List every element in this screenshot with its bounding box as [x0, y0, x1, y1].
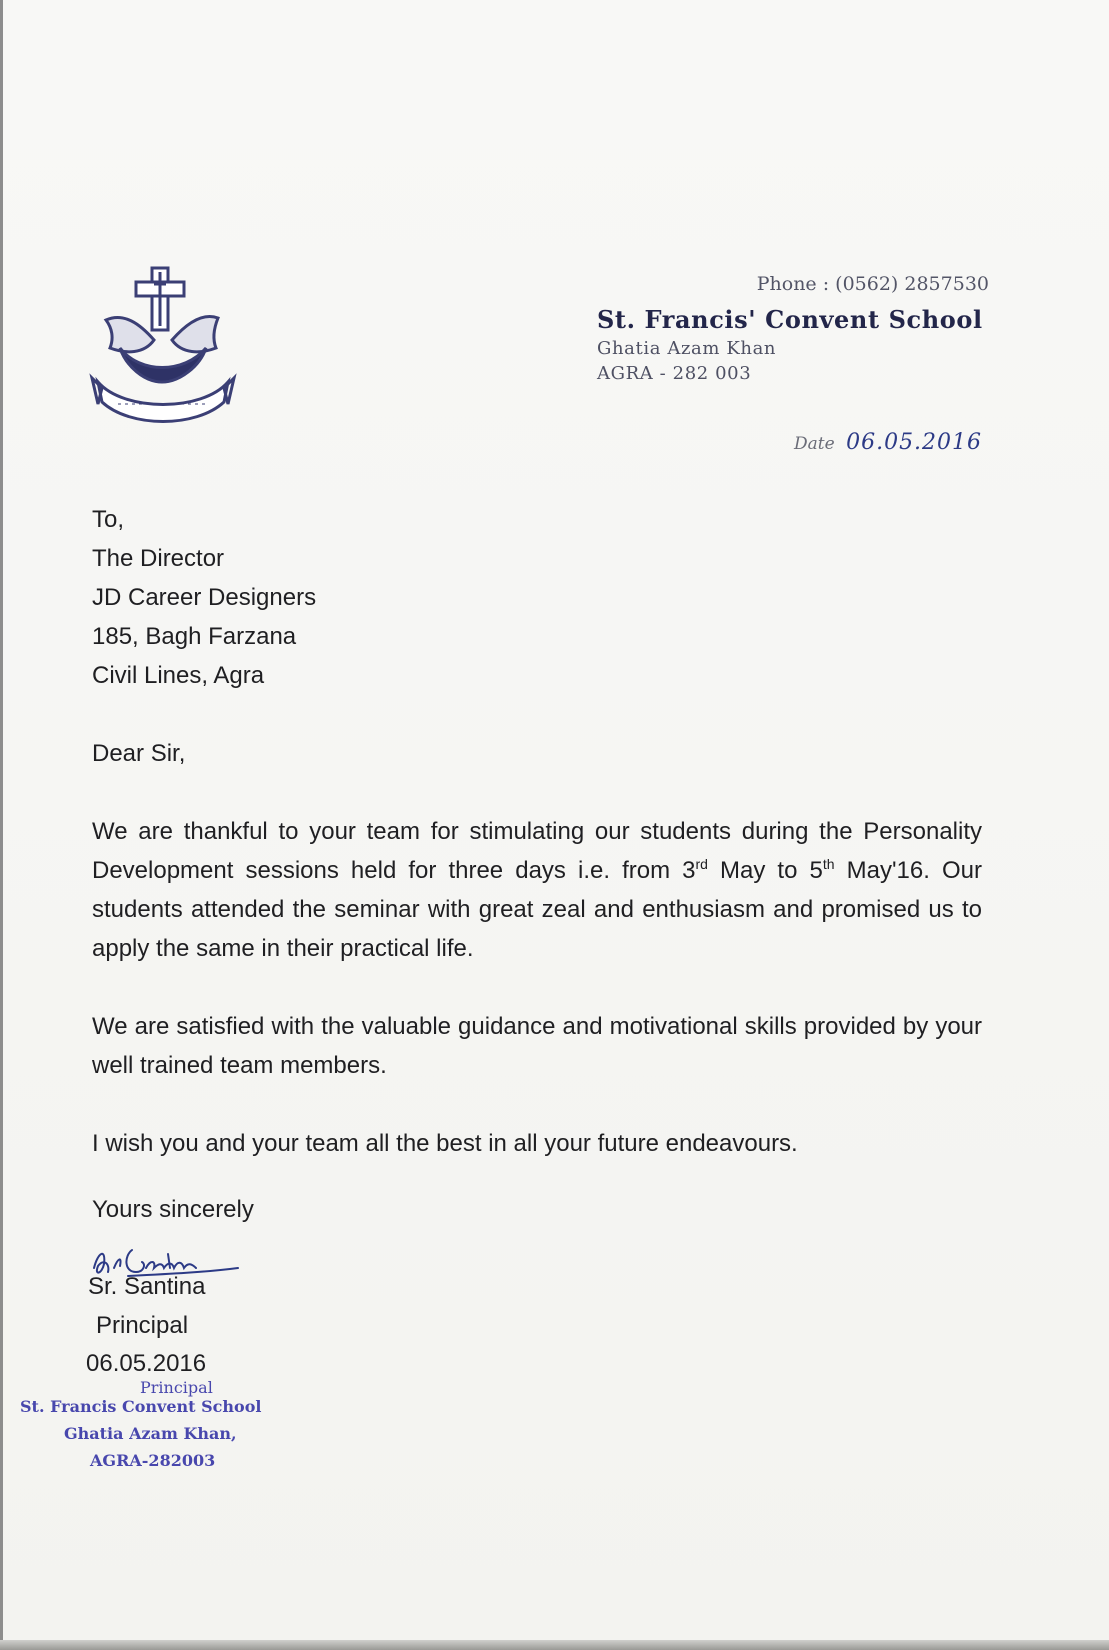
- letterhead-address-line1: Ghatia Azam Khan: [597, 338, 777, 359]
- paragraph-1: [92, 812, 982, 968]
- paragraph-1-part-b: May to 5: [707, 857, 823, 884]
- recipient-company: JD Career Designers: [92, 584, 317, 611]
- page-left-edge: [0, 0, 3, 1650]
- letter-date: [794, 430, 982, 455]
- salutation: Dear Sir,: [92, 740, 186, 767]
- letter-body: [92, 500, 982, 1163]
- letterhead-phone: Phone : (0562) 2857530: [756, 273, 989, 295]
- date-label: Date: [794, 434, 835, 454]
- paragraph-3: I wish you and your team all the best in all your future endeavours.: [92, 1130, 798, 1157]
- superscript-th: th: [822, 856, 835, 872]
- stamp-city: AGRA-282003: [90, 1451, 216, 1470]
- recipient-city: Civil Lines, Agra: [92, 662, 265, 689]
- recipient-street: 185, Bagh Farzana: [92, 623, 297, 650]
- date-handwritten: 06.05.2016: [846, 430, 983, 455]
- paragraph-1-part-c: May'16. Our students attended the seminar with great zeal and enthusiasm and promised us to apply the same in their practical life.: [92, 857, 982, 962]
- signatory-date: 06.05.2016: [86, 1350, 207, 1377]
- signatory-name: Sr. Santina: [88, 1273, 206, 1300]
- recipient-to: To,: [92, 506, 125, 533]
- letterhead-school-name: St. Francis' Convent School: [597, 305, 983, 334]
- superscript-rd: rd: [695, 856, 708, 872]
- letterhead: [597, 273, 1017, 388]
- signatory-title: Principal: [96, 1312, 189, 1339]
- stamp-school: St. Francis Convent School: [20, 1397, 262, 1416]
- paragraph-1-part-a: We are thankful to your team for stimulating our students during the Personality Development sessions held for three days i.e. from 3: [92, 818, 982, 884]
- page-bottom-edge: [0, 1640, 1109, 1650]
- stamp-address: Ghatia Azam Khan,: [64, 1424, 237, 1443]
- recipient-block: [92, 500, 982, 695]
- school-crest-cross-icon: [84, 262, 242, 444]
- closing: Yours sincerely: [92, 1196, 254, 1223]
- paragraph-2: We are satisfied with the valuable guidance and motivational skills provided by your well trained team members.: [92, 1013, 982, 1079]
- stamp-title: Principal: [140, 1378, 213, 1397]
- recipient-title: The Director: [92, 545, 225, 572]
- letterhead-address-line2: AGRA - 282 003: [597, 363, 752, 384]
- principal-stamp: [20, 1378, 320, 1470]
